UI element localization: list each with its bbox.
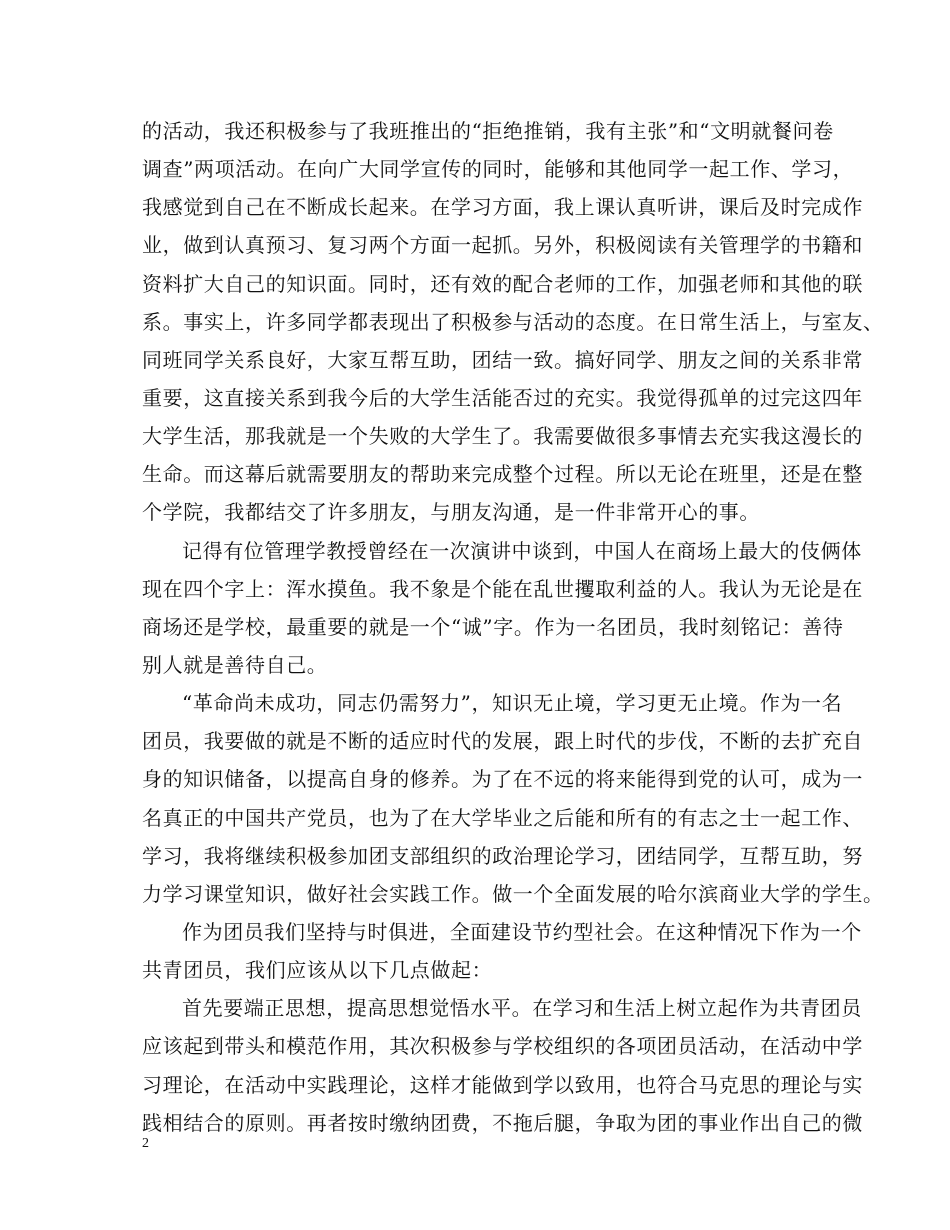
- text-line: 学习，我将继续积极参加团支部组织的政治理论学习，团结同学，互帮互助，努: [142, 843, 863, 868]
- paragraph-first-line: 记得有位管理学教授曾经在一次演讲中谈到，中国人在商场上最大的伎俩体: [182, 538, 862, 563]
- text-line: 现在四个字上：浑水摸鱼。我不象是个能在乱世攫取利益的人。我认为无论是在: [142, 576, 863, 601]
- text-line: 践相结合的原则。再者按时缴纳团费，不拖后腿，争取为团的事业作出自己的微: [142, 1110, 863, 1135]
- text-line: 的活动，我还积极参与了我班推出的“拒绝推销，我有主张”和“文明就餐问卷: [142, 119, 834, 143]
- text-line: 别人就是善待自己。: [142, 652, 328, 677]
- paragraph-first-line: 作为团员我们坚持与时俱进，全面建设节约型社会。在这种情况下作为一个: [182, 919, 862, 944]
- text-line: 应该起到带头和模范作用，其次积极参与学校组织的各项团员活动，在活动中学: [142, 1034, 863, 1059]
- text-line: 力学习课堂知识，做好社会实践工作。做一个全面发展的哈尔滨商业大学的学生。: [142, 881, 884, 906]
- paragraph-first-line: “革命尚未成功，同志仍需努力”，知识无止境，学习更无止境。作为一名: [182, 691, 843, 716]
- text-line: 商场还是学校，最重要的就是一个“诚”字。作为一名团员，我时刻铭记：善待: [142, 614, 844, 639]
- page-number: 2: [142, 1136, 149, 1151]
- text-line: 习理论，在活动中实践理论，这样才能做到学以致用，也符合马克思的理论与实: [142, 1072, 863, 1097]
- text-line: 调查”两项活动。在向广大同学宣传的同时，能够和其他同学一起工作、学习，: [142, 157, 854, 182]
- body-text: [142, 112, 884, 1142]
- text-line: 团员，我要做的就是不断的适应时代的发展，跟上时代的步伐，不断的去扩充自: [142, 729, 863, 754]
- text-line: 同班同学关系良好，大家互帮互助，团结一致。搞好同学、朋友之间的关系非常: [142, 347, 863, 372]
- text-line: 生命。而这幕后就需要朋友的帮助来完成整个过程。所以无论在班里，还是在整: [142, 462, 863, 487]
- paragraph-first-line: 首先要端正思想，提高思想觉悟水平。在学习和生活上树立起作为共青团员: [182, 996, 862, 1021]
- text-line: 身的知识储备，以提高自身的修养。为了在不远的将来能得到党的认可，成为一: [142, 767, 863, 792]
- text-line: 重要，这直接关系到我今后的大学生活能否过的充实。我觉得孤单的过完这四年: [142, 385, 863, 410]
- text-line: 大学生活，那我就是一个失败的大学生了。我需要做很多事情去充实我这漫长的: [142, 424, 863, 449]
- text-line: 名真正的中国共产党员，也为了在大学毕业之后能和所有的有志之士一起工作、: [142, 805, 863, 830]
- text-line: 个学院，我都结交了许多朋友，与朋友沟通，是一件非常开心的事。: [142, 500, 760, 525]
- text-line: 我感觉到自己在不断成长起来。在学习方面，我上课认真听讲，课后及时完成作: [142, 195, 863, 220]
- text-line: 共青团员，我们应该从以下几点做起：: [142, 958, 493, 983]
- text-line: 资料扩大自己的知识面。同时，还有效的配合老师的工作，加强老师和其他的联: [142, 271, 863, 296]
- text-line: 业，做到认真预习、复习两个方面一起抓。另外，积极阅读有关管理学的书籍和: [142, 233, 863, 258]
- text-line: 系。事实上，许多同学都表现出了积极参与活动的态度。在日常生活上，与室友、: [142, 309, 884, 334]
